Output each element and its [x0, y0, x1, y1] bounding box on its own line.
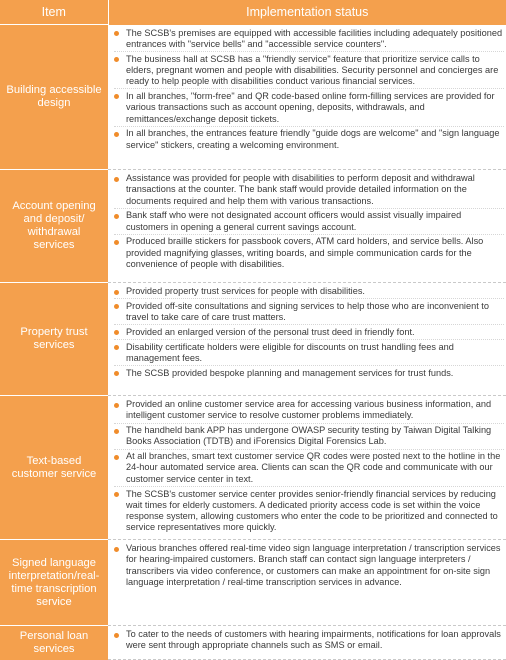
bullet-dot-icon: [114, 345, 119, 350]
list-item: [114, 54, 504, 90]
table-row: [0, 25, 506, 170]
row-implementation-status: [108, 170, 506, 283]
bullet-dot-icon: [114, 132, 119, 137]
row-implementation-status: [108, 540, 506, 626]
status-point-text: In all branches, "form-free" and QR code-based online form-filling services are provided for various transactions such as account opening, deposits, withdrawals, and remittances/exchange deposit tickets.: [126, 90, 495, 124]
bullet-dot-icon: [114, 547, 119, 552]
list-item: [114, 368, 504, 380]
list-item: [114, 629, 504, 653]
bullet-dot-icon: [114, 214, 119, 219]
status-point-text: The business hall at SCSB has a "friendly service" feature that prioritize service calls to elders, pregnant women and people with disabilities. Security personnel and concierges are ready to help people with disabilities conduct various financial services.: [126, 53, 499, 87]
status-point-list: [114, 286, 504, 380]
bullet-dot-icon: [114, 633, 119, 638]
list-item: [114, 91, 504, 127]
list-item: [114, 28, 504, 53]
row-implementation-status: [108, 396, 506, 540]
row-item-label: Text-based customer service: [0, 396, 108, 540]
status-point-list: [114, 399, 504, 535]
status-point-text: The SCSB provided bespoke planning and management services for trust funds.: [126, 367, 454, 378]
bullet-dot-icon: [114, 403, 119, 408]
table-row: [0, 626, 506, 660]
status-point-text: Produced braille stickers for passbook covers, ATM card holders, and service bells. Also provided magnifying glasses, writing boards, and simple communication cards for the convenience of people with disabilities.: [126, 236, 484, 270]
status-point-text: In all branches, the entrances feature friendly "guide dogs are welcome" and "sign language service" stickers, creating a welcoming environment.: [126, 128, 500, 150]
bullet-dot-icon: [114, 492, 119, 497]
row-item-label: Personal loan services: [0, 626, 108, 660]
bullet-dot-icon: [114, 57, 119, 62]
row-item-label: Building accessible design: [0, 25, 108, 170]
bullet-dot-icon: [114, 240, 119, 245]
row-implementation-status: [108, 25, 506, 170]
status-point-text: The SCSB's premises are equipped with accessible facilities including adequately positioned entrances with "service bells" and "accessible service counters".: [126, 27, 503, 49]
table-row: [0, 170, 506, 283]
status-point-text: To cater to the needs of customers with hearing impairments, notifications for loan approvals were sent through appropriate channels such as SMS or email.: [126, 629, 501, 651]
status-point-text: Assistance was provided for people with disabilities to perform deposit and withdrawal transactions at the counter. The bank staff would provide detailed information on the documents required and help them with various transactions.: [126, 173, 475, 206]
list-item: [114, 451, 504, 487]
status-point-list: [114, 629, 504, 653]
status-point-text: Bank staff who were not designated account officers would assist visually impaired customers in opening a general current savings account.: [126, 210, 462, 232]
bullet-dot-icon: [114, 31, 119, 36]
bullet-dot-icon: [114, 429, 119, 434]
status-point-list: [114, 173, 504, 271]
status-point-text: Provided property trust services for people with disabilities.: [126, 286, 365, 296]
status-point-text: Provided off-site consultations and signing services to help those who are inconvenient to travel to take care of care trust matters.: [126, 300, 489, 323]
row-item-label: Signed language interpretation/real-time transcription service: [0, 540, 108, 626]
status-point-list: [114, 543, 504, 589]
list-item: [114, 286, 504, 299]
table-header-row: [0, 0, 506, 25]
list-item: [114, 210, 504, 235]
status-point-text: The SCSB's customer service center provides senior-friendly financial services by reducing wait times for elderly customers. A dedicated priority access code is set within the voice response system, allowing customers who enter the code to be prioritized and connected to service representatives more quickly.: [126, 488, 498, 533]
table-row: [0, 283, 506, 396]
bullet-dot-icon: [114, 455, 119, 460]
table-body: [0, 25, 506, 660]
status-point-list: [114, 28, 504, 152]
table-row: [0, 396, 506, 540]
list-item: [114, 543, 504, 589]
bullet-dot-icon: [114, 371, 119, 376]
list-item: [114, 489, 504, 535]
list-item: [114, 425, 504, 450]
list-item: [114, 327, 504, 340]
list-item: [114, 236, 504, 271]
list-item: [114, 399, 504, 424]
item-column-header: Item: [0, 0, 108, 25]
row-item-label: Account opening and deposit/ withdrawal services: [0, 170, 108, 283]
row-item-label: Property trust services: [0, 283, 108, 396]
table-row: [0, 540, 506, 626]
list-item: [114, 342, 504, 367]
status-point-text: At all branches, smart text customer service QR codes were posted next to the hotline in the 24-hour automated service area. Clients can scan the QR code and communicate with our customer service center in text.: [126, 451, 501, 484]
bullet-dot-icon: [114, 177, 119, 182]
bullet-dot-icon: [114, 330, 119, 335]
status-point-text: Disability certificate holders were eligible for discounts on trust handling fees and management fees.: [126, 341, 454, 363]
row-implementation-status: [108, 283, 506, 396]
row-implementation-status: [108, 626, 506, 660]
list-item: [114, 173, 504, 209]
status-point-text: Provided an online customer service area for accessing various business information, and intelligent customer service to resolve customer problems immediately.: [126, 399, 492, 421]
bullet-dot-icon: [114, 304, 119, 309]
status-point-text: The handheld bank APP has undergone OWASP security testing by Taiwan Digital Talking Books Association (TDTB) and iForensics Digital Forensics Lab.: [126, 425, 492, 447]
status-column-header: Implementation status: [108, 0, 506, 25]
list-item: [114, 128, 504, 152]
bullet-dot-icon: [114, 94, 119, 99]
status-point-text: Various branches offered real-time video sign language interpretation / transcription services for hearing-impaired customers. Branch staff can contact sign language interpreters / transcribers via video conference, or customers can make an appointment for on-site sign language interpretation / real-time transcription services in advance.: [126, 543, 501, 587]
status-point-text: Provided an enlarged version of the personal trust deed in friendly font.: [126, 326, 415, 337]
bullet-dot-icon: [114, 290, 119, 295]
list-item: [114, 301, 504, 326]
